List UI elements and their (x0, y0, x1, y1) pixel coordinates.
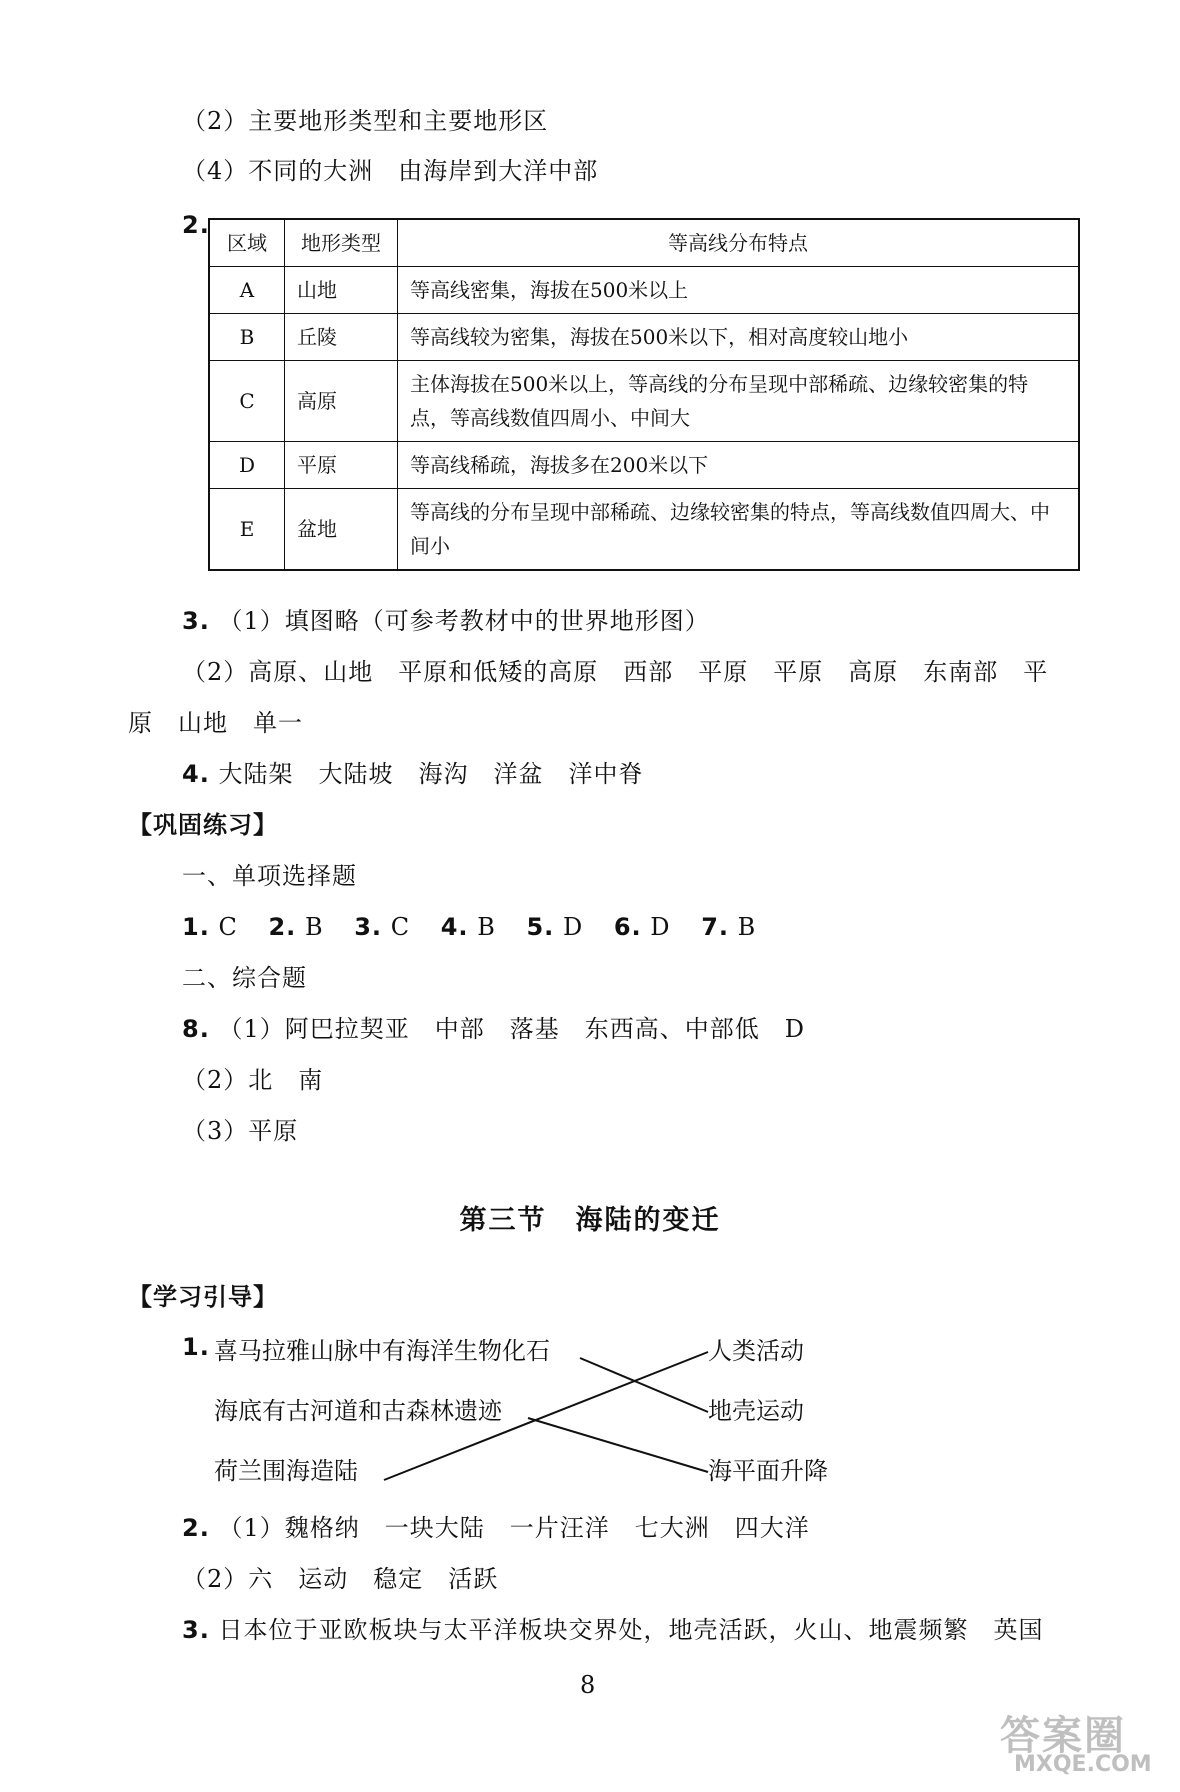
cell-feature: 等高线稀疏，海拔多在200米以下 (398, 442, 1080, 489)
answer-letter: B (477, 913, 496, 941)
match-line-1 (580, 1358, 708, 1412)
cell-region: A (209, 267, 285, 314)
header-type: 地形类型 (285, 219, 398, 267)
answer-letter: B (737, 913, 757, 941)
guide-q2-line-2: （2）六 运动 稳定 活跃 (182, 1565, 499, 1593)
cell-type: 高原 (285, 361, 398, 442)
match-left-2: 海底有古河道和古森林遗迹 (214, 1397, 502, 1425)
cell-type: 山地 (285, 267, 398, 314)
answer-letter: D (562, 913, 584, 941)
question-number: 8. (182, 1015, 210, 1043)
match-right-1: 人类活动 (708, 1337, 804, 1365)
cell-feature: 主体海拔在500米以上，等高线的分布呈现中部稀疏、边缘较密集的特点，等高线数值四周小、中间大 (398, 361, 1080, 442)
cell-type: 盆地 (285, 489, 398, 571)
match-line-3 (384, 1352, 708, 1480)
cell-region: B (209, 314, 285, 361)
answer-number: 4. (440, 913, 469, 941)
question-number: 3. (182, 607, 210, 635)
cell-type: 丘陵 (285, 314, 398, 361)
q3-part-1: （1）填图略（可参考教材中的世界地形图） (218, 607, 710, 635)
match-left-3: 荷兰围海造陆 (214, 1457, 358, 1485)
cell-feature: 等高线密集，海拔在500米以上 (398, 267, 1080, 314)
guide-q2-line-1 (182, 1511, 810, 1545)
guide-q2-part-1: （1）魏格纳 一块大陆 一片汪洋 七大洲 四大洋 (218, 1514, 810, 1542)
answer-number: 3. (354, 913, 383, 941)
section-title: 第三节 海陆的变迁 (459, 1205, 721, 1236)
q8-line-2: （2）北 南 (182, 1066, 324, 1094)
answer-line-2: （2）主要地形类型和主要地形区 (182, 107, 549, 135)
match-line-2 (528, 1418, 708, 1472)
practice-heading: 【巩固练习】 (128, 811, 278, 839)
q8-part-1: （1）阿巴拉契亚 中部 落基 东西高、中部低 D (218, 1015, 805, 1043)
guide-q3-part-1: 日本位于亚欧板块与太平洋板块交界处，地壳活跃，火山、地震频繁 英国 (218, 1616, 1044, 1644)
cell-region: E (209, 489, 285, 571)
question-number: 2. (182, 211, 210, 239)
answer-letter: B (304, 913, 324, 941)
q3-line-2a: （2）高原、山地 平原和低矮的高原 西部 平原 平原 高原 东南部 平 (182, 658, 1049, 686)
section-single-choice: 一、单项选择题 (182, 862, 357, 890)
header-feature: 等高线分布特点 (398, 219, 1080, 267)
question-number: 2. (182, 1514, 210, 1542)
header-region: 区域 (209, 219, 285, 267)
question-number: 1. (182, 1333, 210, 1361)
q3-line-2b: 原 山地 单一 (128, 709, 303, 737)
answer-line-4: （4）不同的大洲 由海岸到大洋中部 (182, 157, 599, 185)
cell-region: C (209, 361, 285, 442)
answer-number: 5. (526, 913, 555, 941)
answer-number: 6. (613, 913, 642, 941)
q8-line-3: （3）平原 (182, 1117, 299, 1145)
section-comprehensive: 二、综合题 (182, 964, 307, 992)
cell-feature: 等高线较为密集，海拔在500米以下，相对高度较山地小 (398, 314, 1080, 361)
guide-heading: 【学习引导】 (128, 1283, 278, 1311)
answer-letter: D (650, 913, 671, 941)
answer-letter: C (218, 913, 238, 941)
cell-feature: 等高线的分布呈现中部稀疏、边缘较密集的特点，等高线数值四周大、中间小 (398, 489, 1080, 571)
question-number: 4. (182, 760, 210, 788)
watermark-url: MXQE.COM (1014, 1752, 1152, 1777)
match-right-3: 海平面升降 (708, 1457, 828, 1485)
page-number: 8 (580, 1671, 597, 1699)
cell-region: D (209, 442, 285, 489)
answer-letter: C (390, 913, 411, 941)
cell-type: 平原 (285, 442, 398, 489)
guide-q3-line-1 (182, 1613, 1043, 1647)
q4-answer: 大陆架 大陆坡 海沟 洋盆 洋中脊 (218, 760, 644, 788)
match-left-1: 喜马拉雅山脉中有海洋生物化石 (214, 1337, 550, 1365)
watermark-logo: 答案圈 (1000, 1713, 1126, 1759)
answer-number: 1. (182, 913, 210, 941)
question-number: 3. (182, 1616, 210, 1644)
match-right-2: 地壳运动 (708, 1397, 804, 1425)
answer-number: 2. (268, 913, 297, 941)
answer-number: 7. (701, 913, 730, 941)
